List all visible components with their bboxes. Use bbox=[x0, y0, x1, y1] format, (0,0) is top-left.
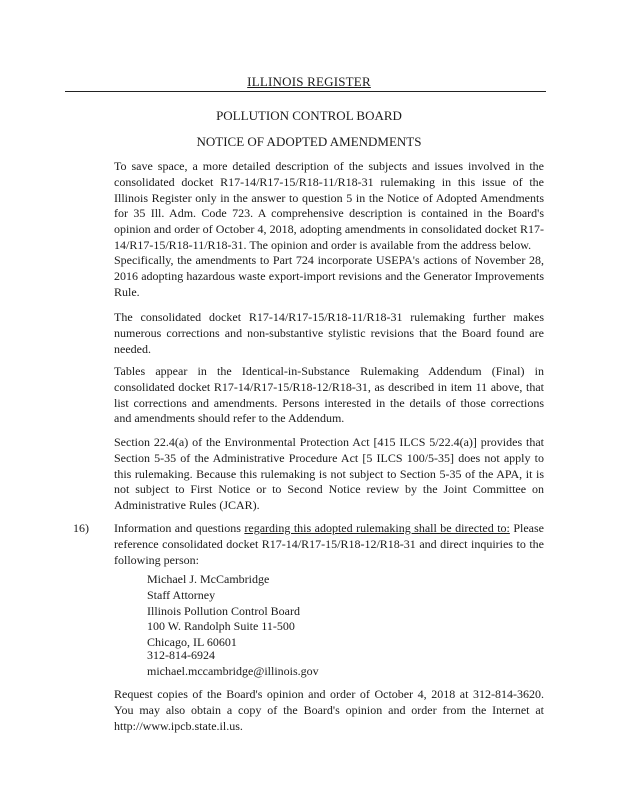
notice-title: NOTICE OF ADOPTED AMENDMENTS bbox=[196, 134, 422, 149]
info-underlined: regarding this adopted rulemaking shall be directed to: bbox=[244, 521, 510, 535]
item-number: 16) bbox=[73, 521, 89, 535]
contact-title: Staff Attorney bbox=[147, 587, 216, 602]
paragraph-description: To save space, a more detailed description of the subjects and issues involved in the consolidated docket R17-14/R17-15/R18-11/R18-31 rulemaking in this issue of the Illinois Register only in the answer to question 5 in the Notice of Adopted Amendments for 35 Ill. Adm. Code 723. A comprehensive description is contained in the Board's opinion and order of October 4, 2018, adopting amendments in consolidated docket R17-14/R17-15/R18-11/R18-31. The opinion and order is available from the address below. bbox=[114, 159, 544, 252]
paragraph-section: Section 22.4(a) of the Environmental Protection Act [415 ILCS 5/22.4(a)] provides that Section 5-35 of the Administrative Procedure Act [5 ILCS 100/5-35] does not apply to this rulemaking. Because this rulemaking is not subject to Section 5-35 of the APA, it is not subject to First Notice or to Second Notice review by the Joint Committee on Administrative Rules (JCAR). bbox=[114, 435, 544, 513]
header-rule bbox=[65, 91, 546, 92]
paragraph-closing: Request copies of the Board's opinion and order of October 4, 2018 at 312-814-3620. You may also obtain a copy of the Board's opinion and order from the Internet at http://www.ipcb.state.il.us. bbox=[114, 687, 544, 733]
register-header: ILLINOIS REGISTER bbox=[247, 74, 371, 89]
contact-name: Michael J. McCambridge bbox=[147, 572, 270, 586]
paragraph-corrections: The consolidated docket R17-14/R17-15/R18-11/R18-31 rulemaking further makes numerous corrections and non-substantive stylistic revisions that the Board found are needed. bbox=[114, 310, 544, 356]
paragraph-amendments: Specifically, the amendments to Part 724 incorporate USEPA's actions of November 28, 2016 adopting hazardous waste export-import revisions and the Generator Improvements Rule. bbox=[114, 253, 544, 299]
contact-org: Illinois Pollution Control Board bbox=[147, 603, 301, 618]
contact-phone-email bbox=[147, 648, 319, 680]
contact-street: 100 W. Randolph Suite 11-500 bbox=[147, 619, 295, 634]
paragraph-information bbox=[114, 521, 544, 568]
contact-phone: 312-814-6924 bbox=[147, 648, 215, 662]
info-lead: Information and questions bbox=[114, 521, 245, 535]
contact-email: michael.mccambridge@illinois.gov bbox=[147, 663, 319, 678]
info-rest: Please reference consolidated docket R17-14/R17-15/R18-12/R18-31 and direct inquiries to the following person: bbox=[114, 521, 544, 567]
agency-title: POLLUTION CONTROL BOARD bbox=[216, 108, 402, 123]
paragraph-tables: Tables appear in the Identical-in-Substance Rulemaking Addendum (Final) in consolidated docket R17-14/R17-15/R18-12/R18-31, as described in item 11 above, that list corrections and amendments. Persons interested in the details of those corrections and amendments should refer to the Addendum. bbox=[114, 364, 544, 426]
contact-city: Chicago, IL 60601 bbox=[147, 635, 237, 650]
contact-block bbox=[147, 572, 300, 651]
